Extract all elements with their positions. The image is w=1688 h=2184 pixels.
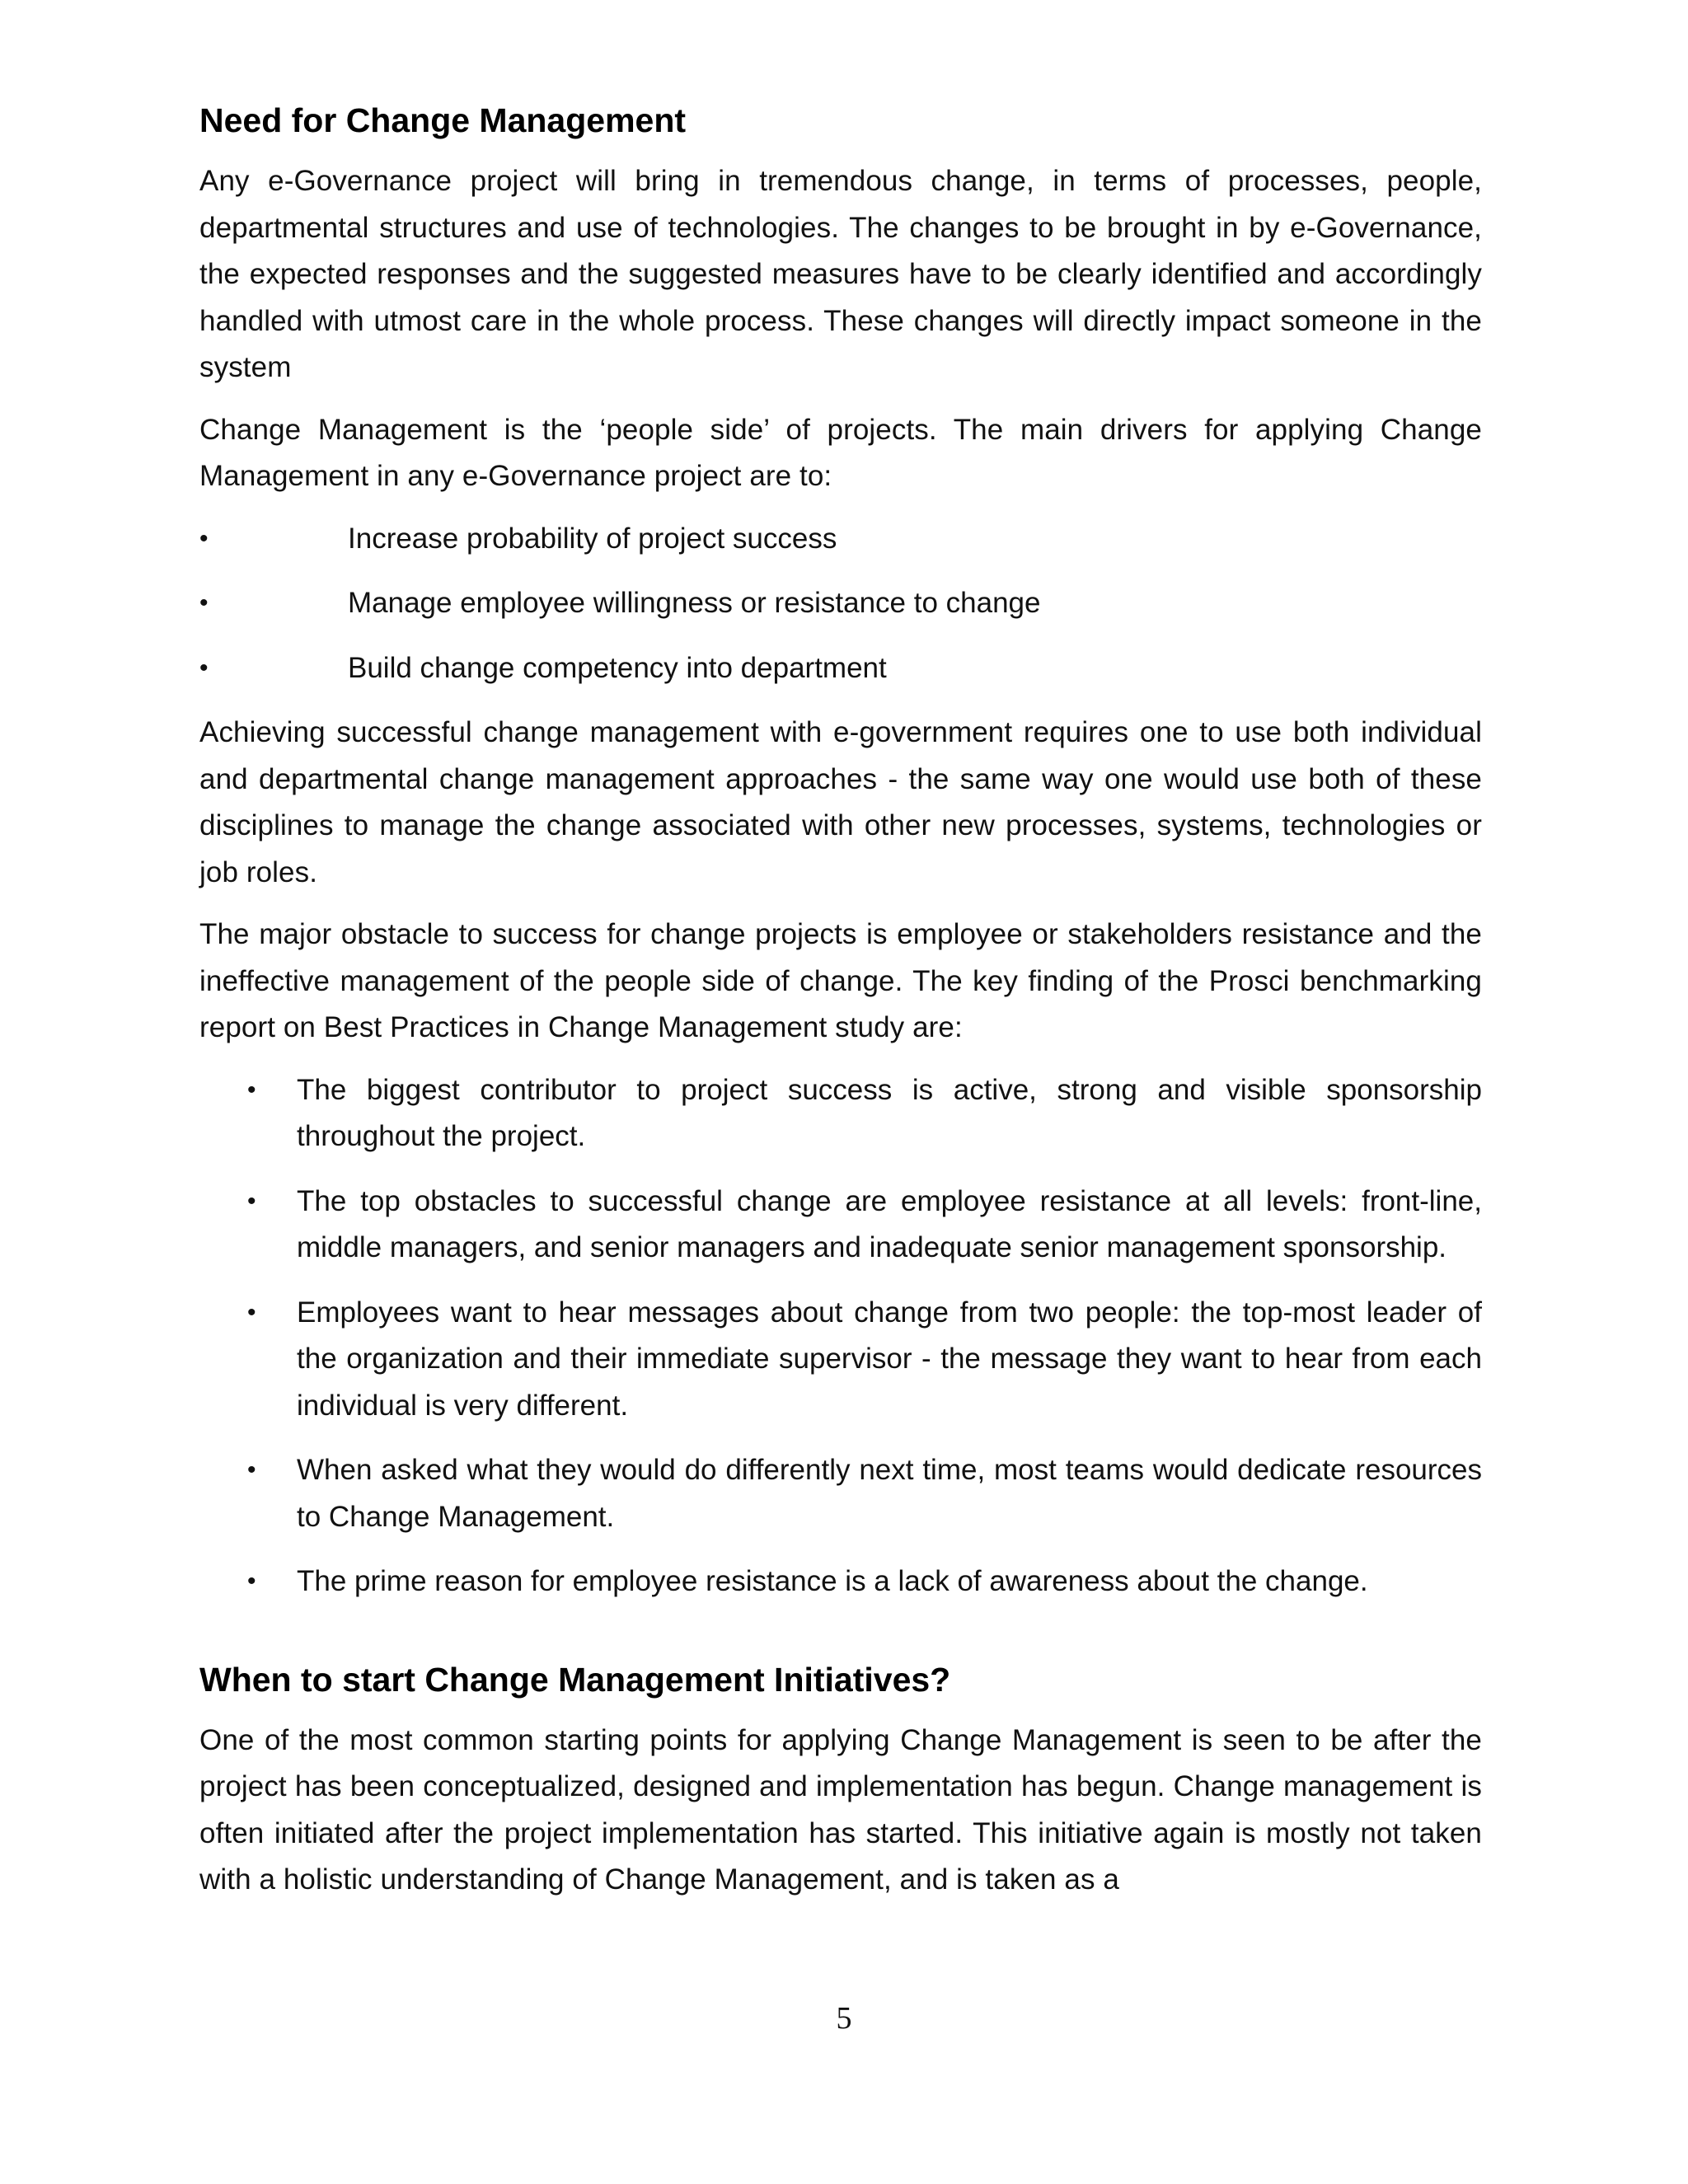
bullet-icon: •: [247, 1187, 256, 1215]
bullet-icon: •: [247, 1456, 256, 1483]
paragraph-starting-points: One of the most common starting points for applying Change Management is seen to be after the project has been conceptualized, designed and implementation has begun. Change management is often initiated after the project implementation has started. This initiative again is mostly not taken with a holistic understanding of Change Management, and is taken as a: [199, 1723, 1482, 1896]
list-item: [199, 1558, 1482, 1605]
list-item: [199, 1447, 1482, 1540]
paragraph-approaches: Achieving successful change management with e-government requires one to use both individual and departmental change management approaches - the same way one would use both of these disciplines to manage the change associated with other new processes, systems, technologies or job roles.: [199, 716, 1482, 888]
paragraph-people-side: Change Management is the ‘people side’ of projects. The main drivers for applying Change Management in any e-Governance project are to:: [199, 413, 1482, 492]
paragraph-obstacle: The major obstacle to success for change projects is employee or stakeholders resistance and the ineffective management of the people side of change. The key finding of the Prosci benchmarking report on Best Practices in Change Management study are:: [199, 918, 1482, 1043]
drivers-list: [199, 516, 1482, 692]
list-item: [199, 580, 1482, 627]
list-item-text: Employees want to hear messages about change from two people: the top-most leader of the organization and their immediate supervisor - the message they want to hear from each individual is very different.: [297, 1296, 1482, 1422]
bullet-icon: •: [247, 1298, 256, 1326]
bullet-icon: •: [199, 524, 209, 552]
list-item-text: The prime reason for employee resistance is a lack of awareness about the change.: [297, 1565, 1368, 1597]
paragraph-intro: Any e-Governance project will bring in tremendous change, in terms of processes, people, departmental structures and use of technologies. The changes to be brought in by e-Governance, the expected responses and the suggested measures have to be clearly identified and accordingly handled with utmost care in the whole process. These changes will directly impact someone in the system: [199, 165, 1482, 383]
list-item-text: When asked what they would do differently next time, most teams would dedicate resources to Change Management.: [297, 1454, 1482, 1533]
list-item: [199, 645, 1482, 692]
list-item-text: Increase probability of project success: [348, 522, 837, 555]
list-item: [199, 1179, 1482, 1272]
bullet-icon: •: [199, 654, 209, 682]
section-heading-need-for-change: Need for Change Management: [199, 101, 687, 139]
list-item: [199, 516, 1482, 563]
bullet-icon: •: [247, 1076, 256, 1104]
list-item-text: Build change competency into department: [348, 651, 887, 684]
page-number: 5: [836, 2001, 852, 2036]
list-item-text: Manage employee willingness or resistance to change: [348, 587, 1041, 619]
list-item: [199, 1290, 1482, 1430]
findings-list: [199, 1067, 1482, 1605]
document-page: [199, 97, 1482, 1919]
bullet-icon: •: [247, 1568, 256, 1595]
list-item-text: The biggest contributor to project success is active, strong and visible sponsorship throughout the project.: [297, 1073, 1482, 1152]
list-item-text: The top obstacles to successful change are employee resistance at all levels: front-line, middle managers, and senior managers and inadequate senior management sponsorship.: [297, 1184, 1482, 1263]
list-item: [199, 1067, 1482, 1160]
section-heading-when-to-start: When to start Change Management Initiatives?: [199, 1660, 951, 1699]
bullet-icon: •: [199, 589, 209, 616]
